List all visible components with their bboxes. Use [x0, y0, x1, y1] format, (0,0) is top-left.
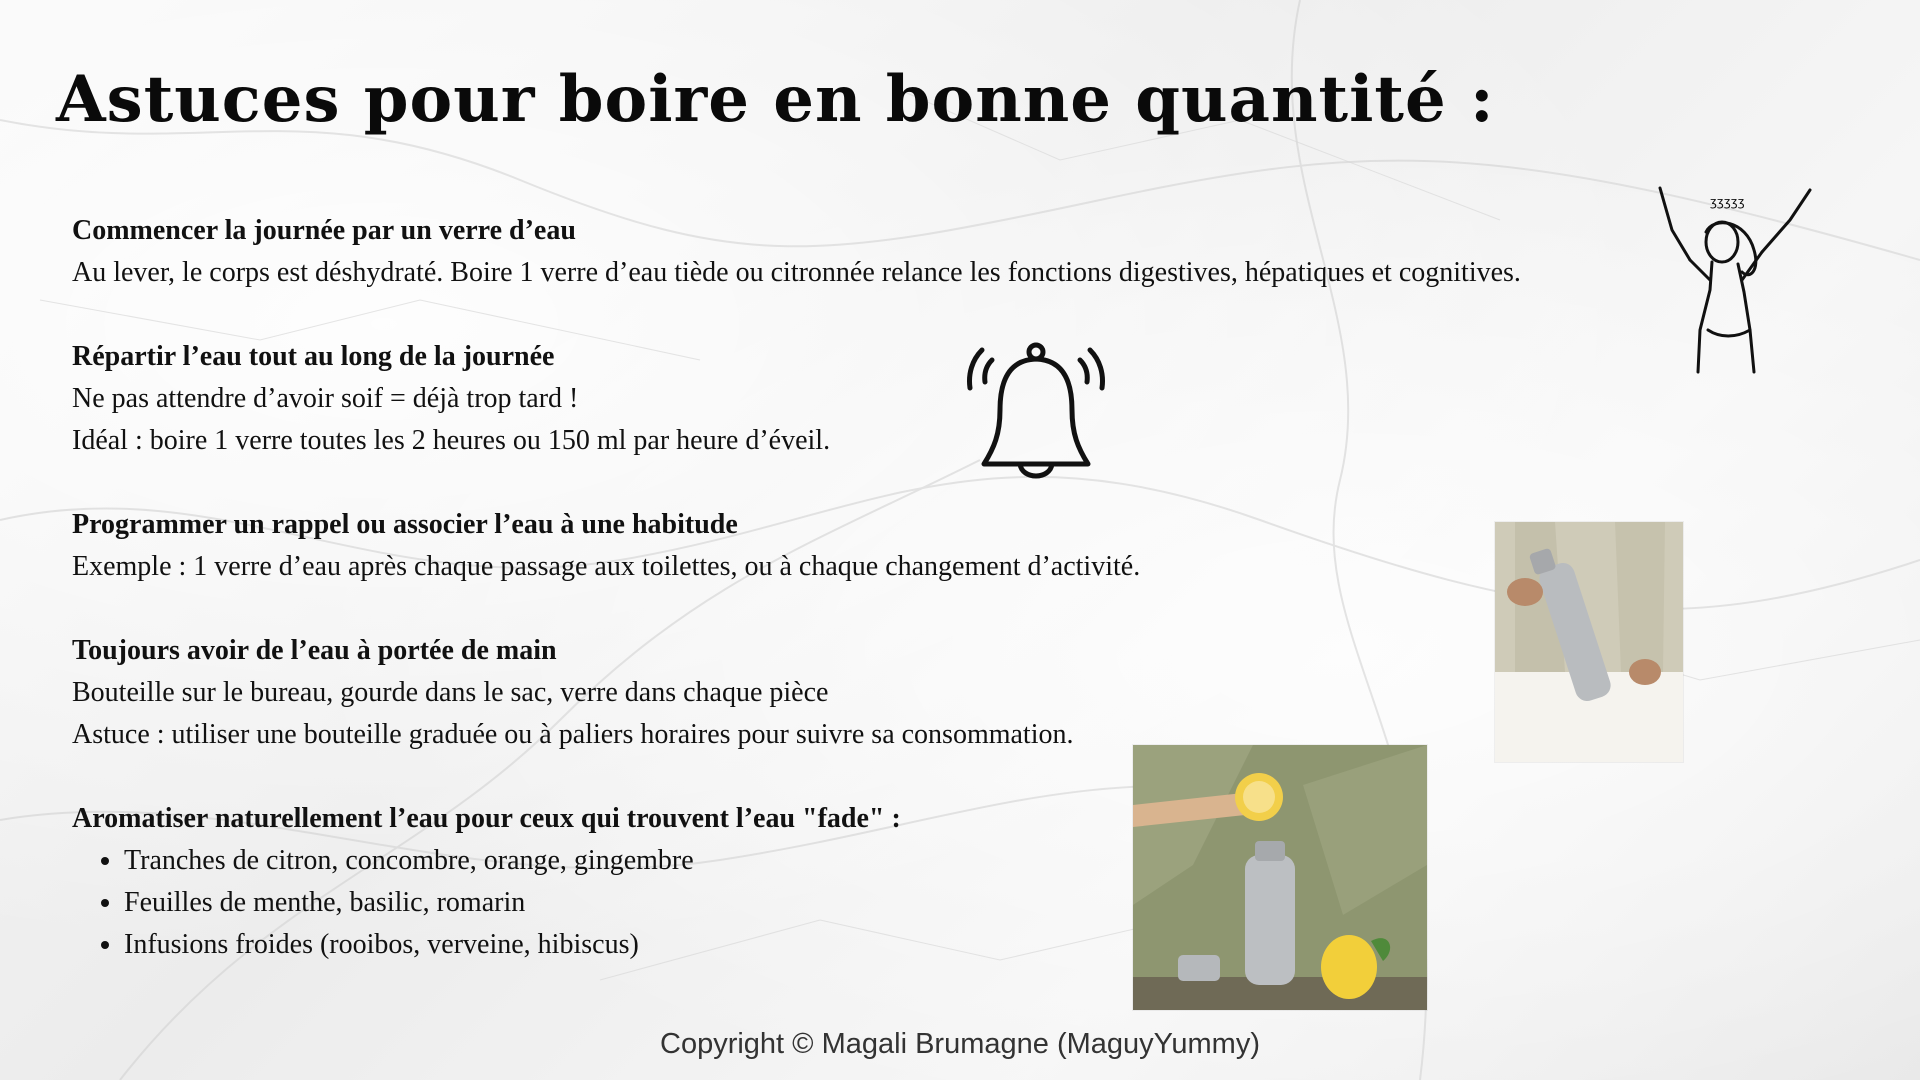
woman-stretching-icon	[1650, 180, 1820, 375]
tip-section	[72, 630, 1652, 756]
tip-text: Astuce : utiliser une bouteille graduée ou à paliers horaires pour suivre sa consommation.	[72, 719, 1074, 750]
tip-section	[72, 798, 1652, 966]
tip-section	[72, 504, 1652, 588]
tip-text: Exemple : 1 verre d’eau après chaque passage aux toilettes, ou à chaque changement d’activité.	[72, 551, 1141, 582]
tip-section	[72, 336, 1652, 462]
tip-heading: Programmer un rappel ou associer l’eau à une habitude	[72, 509, 738, 540]
tip-text: Idéal : boire 1 verre toutes les 2 heures ou 150 ml par heure d’éveil.	[72, 425, 831, 456]
flavor-list	[72, 840, 1652, 966]
copyright-footer: Copyright © Magali Brumagne (MaguyYummy)	[660, 1028, 1260, 1060]
tips-content	[72, 210, 1652, 1008]
tip-text: Bouteille sur le bureau, gourde dans le sac, verre dans chaque pièce	[72, 677, 829, 708]
page-title: Astuces pour boire en bonne quantité :	[56, 62, 1495, 137]
tip-heading: Toujours avoir de l’eau à portée de main	[72, 635, 557, 666]
tip-heading: Commencer la journée par un verre d’eau	[72, 215, 576, 246]
tip-section	[72, 210, 1652, 294]
tip-heading: Aromatiser naturellement l’eau pour ceux qui trouvent l’eau "fade" :	[72, 803, 901, 834]
svg-text:ʒʒʒʒʒ: ʒʒʒʒʒ	[1710, 195, 1745, 209]
list-item: • Infusions froides (rooibos, verveine, hibiscus)	[124, 924, 1652, 966]
list-item: • Feuilles de menthe, basilic, romarin	[124, 882, 1652, 924]
tip-text: Au lever, le corps est déshydraté. Boire 1 verre d’eau tiède ou citronnée relance les fonctions digestives, hépatiques et cognitives.	[72, 257, 1521, 288]
tip-heading: Répartir l’eau tout au long de la journée	[72, 341, 555, 372]
tip-text: Ne pas attendre d’avoir soif = déjà trop tard !	[72, 383, 579, 414]
list-item: • Tranches de citron, concombre, orange, gingembre	[124, 840, 1652, 882]
